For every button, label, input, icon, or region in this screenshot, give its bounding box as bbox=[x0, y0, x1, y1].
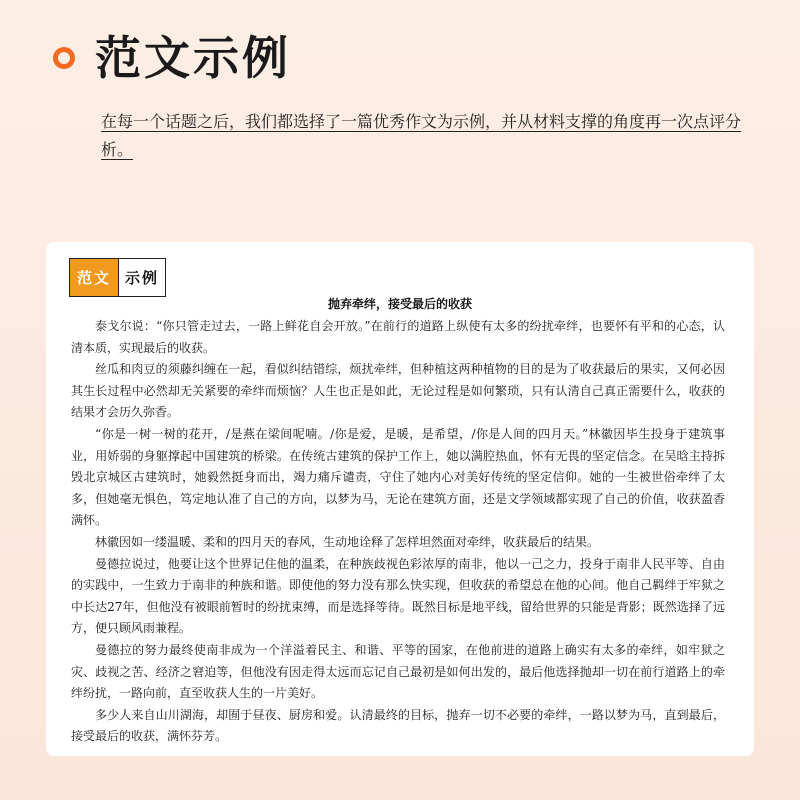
example-card bbox=[46, 242, 754, 756]
circle-bullet-icon bbox=[53, 47, 75, 69]
example-label bbox=[69, 258, 166, 297]
essay-title: 抛弃牵绊，接受最后的收获 bbox=[327, 297, 472, 311]
essay-paragraph: 丝瓜和肉豆的须藤纠缠在一起，看似纠结错综，烦扰牵绊，但种植这两种植物的目的是为了收获最后的果实，又何必因其生长过程中必然却无关紧要的牵绊而烦恼？人生也正是如此，无论过程是如何繁琐，只有认清自己真正需要什么，收获的结果才会历久弥香。 bbox=[71, 362, 725, 420]
essay-paragraph: 泰戈尔说：“你只管走过去，一路上鲜花自会开放。”在前行的道路上纵使有太多的纷扰牵绊，也要怀有平和的心态，认清本质，实现最后的收获。 bbox=[71, 319, 725, 355]
page-title: 范文示例 bbox=[95, 31, 291, 85]
essay-paragraph: 林徽因如一缕温暖、柔和的四月天的春风，生动地诠释了怎样坦然面对牵绊，收获最后的结果。 bbox=[95, 534, 600, 549]
essay-paragraph: 多少人来自山川湖海，却囿于昼夜、厨房和爱。认清最终的目标，抛弃一切不必要的牵绊，一路以梦为马，直到最后，接受最后的收获，满怀芬芳。 bbox=[71, 707, 725, 744]
essay-paragraph: 曼德拉的努力最终使南非成为一个洋溢着民主、和谐、平等的国家，在他前进的道路上确实有太多的牵绊，如牢狱之灾、歧视之苦、经济之窘迫等，但他没有因走得太远而忘记自己最初是如何出发的，最后他选择抛却一切在前行道路上的牵绊纷扰，一路向前，直至收获人生的一片美好。 bbox=[71, 642, 725, 701]
essay-body bbox=[71, 316, 725, 748]
essay-paragraph: “你是一树一树的花开，/是燕在梁间呢喃。/你是爱，是暖，是希望，/你是人间的四月天。”林徽因毕生投身于建筑事业，用娇弱的身躯撑起中国建筑的桥梁。在传统古建筑的保护工作上，她以满腔热血，怀有无畏的坚定信念。在吴晗主持拆毁北京城区古建筑时，她毅然挺身而出，竭力痛斥谴责，守住了她内心对美好传统的坚定信仰。她的一生被世俗牵绊了太多，但她毫无惧色，笃定地认准了自己的方向，以梦为马，无论在建筑方面，还是文学领域都实现了自己的价值，收获盈香满怀。 bbox=[71, 426, 725, 528]
label-fanwen: 范文 bbox=[70, 259, 118, 296]
label-shili: 示例 bbox=[118, 259, 165, 296]
intro-text bbox=[101, 108, 741, 164]
essay-paragraph: 曼德拉说过，他要让这个世界记住他的温柔，在种族歧视色彩浓厚的南非，他以一己之力，投身于南非人民平等、自由的实践中，一生致力于南非的种族和谐。即使他的努力没有那么快实现，但收获的希望总在他的心间。他自己羁绊于牢狱之中长达27年，但他没有被眼前暂时的纷扰束缚，而是选择等待。既然目标是地平线，留给世界的只能是背影；既然选择了远方，便只顾风雨兼程。 bbox=[71, 556, 725, 636]
intro-underlined: 在每一个话题之后，我们都选择了一篇优秀作文为示例，并从材料支撑的角度再一次点评分析。 bbox=[101, 112, 742, 159]
